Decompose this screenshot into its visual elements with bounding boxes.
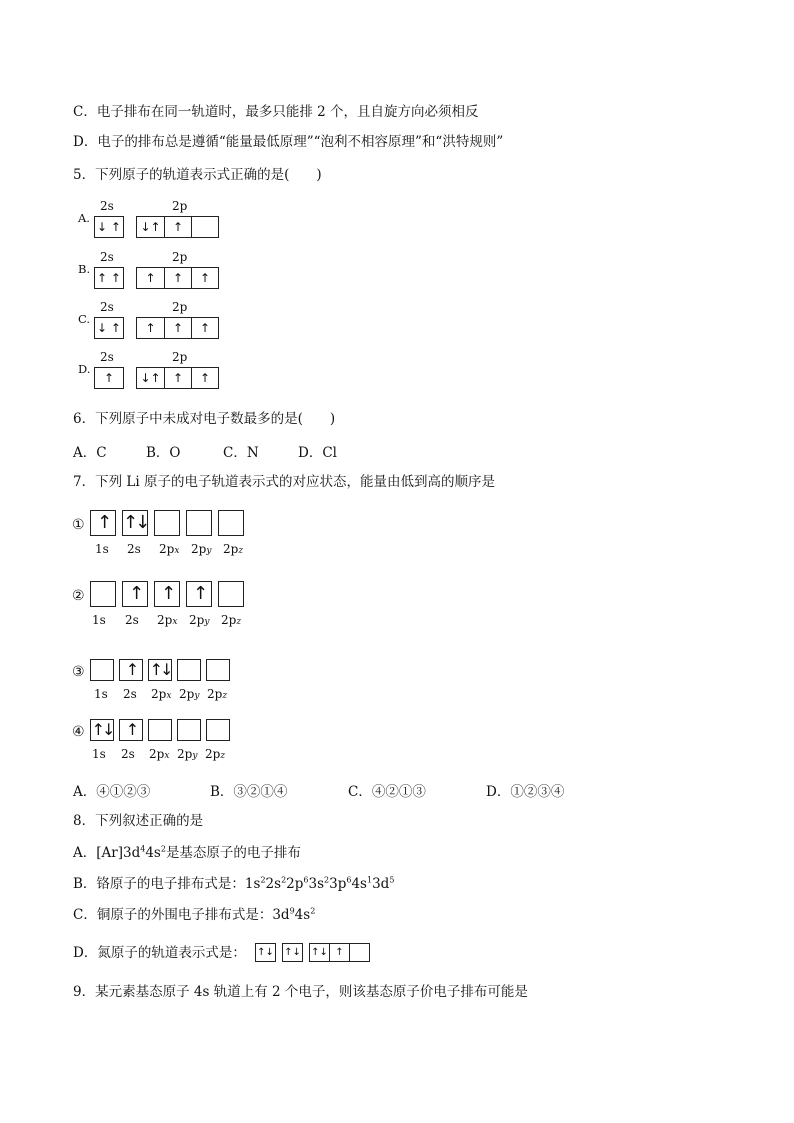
q7-orbital-label: 2py [179, 687, 200, 701]
question-5: 5．下列原子的轨道表示式正确的是( ) [73, 167, 322, 183]
q5-2s-cell: ↓ ↑ [97, 321, 121, 335]
q7-orbital-label: 2py [177, 747, 198, 761]
q5-2p-cell [191, 217, 218, 237]
q7-orbital-box [186, 510, 212, 536]
q8-b-sup: 6 [346, 875, 352, 885]
q5-2s-cell: ↓ ↑ [97, 220, 121, 234]
q7-orbital-box [206, 719, 230, 741]
q5-letter: D. [78, 362, 91, 376]
q8-b-sup: 6 [303, 875, 309, 885]
q5-2s-box [94, 216, 124, 238]
q7-orbital-box: ↑ [154, 581, 180, 607]
q6-option-d[interactable]: D．Cl [298, 445, 337, 461]
q7-orbital-box: ↑↓ [149, 660, 171, 679]
q7-orbital-box [218, 510, 244, 536]
question-8: 8．下列叙述正确的是 [73, 813, 204, 829]
q8-b-sup: 5 [389, 875, 395, 885]
q5-2p-cell: ↑ [145, 271, 156, 285]
q8-b-term: 4s [351, 876, 367, 892]
q5-2p-box [136, 317, 219, 339]
q7-option-d[interactable]: D．①②③④ [486, 784, 565, 800]
q5-2p-cell: ↓↑ [140, 220, 161, 234]
q5-option-c[interactable] [78, 300, 238, 344]
q5-2p-cell: ↑ [164, 318, 191, 338]
q5-2p-cell: ↑ [191, 318, 218, 338]
q5-label-2p: 2p [172, 300, 188, 314]
q8-c-sup1: 9 [289, 906, 295, 916]
q8-a-sup1: 4 [140, 844, 146, 854]
q8-option-d[interactable] [73, 944, 246, 962]
q8-c-mid: 4s [294, 907, 311, 923]
q5-option-a[interactable] [78, 199, 238, 243]
q8-d-box-1: ↑↓ [255, 943, 276, 962]
q7-orbital-label: 2py [191, 542, 212, 556]
q8-d-box-5 [349, 943, 370, 962]
q7-orbital-box [90, 581, 116, 607]
q6-option-b[interactable]: B．O [146, 445, 181, 461]
q7-orbital-box [90, 659, 114, 681]
q5-2p-box [136, 367, 219, 389]
q7-option-c[interactable]: C．④②①③ [348, 784, 426, 800]
q5-label-2p: 2p [172, 250, 188, 264]
q7-option-b[interactable]: B．③②①④ [210, 784, 288, 800]
q5-2p-cell: ↑ [145, 321, 156, 335]
q8-b-sup: 2 [324, 875, 330, 885]
q8-b-config [245, 876, 394, 892]
q5-label-2s: 2s [100, 300, 114, 314]
q8-option-b[interactable] [73, 875, 394, 893]
q5-2p-box [136, 267, 219, 289]
q8-a-mid: 4s [145, 845, 161, 861]
question-7: 7．下列 Li 原子的电子轨道表示式的对应状态，能量由低到高的顺序是 [73, 474, 495, 490]
q5-2p-cell: ↑ [164, 217, 191, 237]
q8-a-suffix: 是基态原子的电子排布 [165, 845, 301, 861]
q7-orbital-label: 2s [125, 613, 139, 627]
q5-2p-cell: ↑ [164, 268, 191, 288]
q7-orbital-label: 2s [121, 747, 135, 761]
q5-2p-box [136, 216, 219, 238]
q8-d-prefix: D．氮原子的轨道表示式是： [73, 945, 246, 961]
q7-orbital-box: ↑ [90, 510, 116, 536]
q5-2s-box [94, 317, 124, 339]
q5-option-d[interactable] [78, 350, 238, 394]
q7-orbital-label: 2px [149, 747, 170, 761]
q7-orbital-label: 1s [92, 613, 106, 627]
q8-b-sup: 1 [366, 875, 373, 885]
q8-b-term: 2s [265, 876, 282, 892]
q8-d-box-3: ↑↓ [309, 943, 330, 962]
q5-label-2s: 2s [100, 350, 114, 364]
q7-marker: ③ [72, 664, 85, 680]
q5-letter: C. [78, 312, 91, 326]
q7-orbital-label: 1s [94, 687, 108, 701]
q7-orbital-label: 1s [95, 542, 109, 556]
q7-orbital-label: 2px [159, 542, 180, 556]
q8-option-c[interactable] [73, 906, 315, 924]
q8-c-prefix: C．铜原子的外围电子排布式是：3d [73, 907, 290, 923]
q8-d-box-2: ↑↓ [282, 943, 303, 962]
q5-2s-cell: ↑ ↑ [97, 271, 121, 285]
q7-diagram-1 [72, 510, 272, 560]
q7-orbital-box: ↑ [119, 719, 143, 741]
q7-orbital-box: ↑↓ [91, 720, 113, 739]
q7-orbital-label: 2px [151, 687, 172, 701]
q5-2p-cell: ↑ [164, 368, 191, 388]
q8-b-sup: 2 [260, 875, 266, 885]
q8-a-prefix: A．[Ar]3d [73, 845, 141, 861]
q8-b-term: 3p [329, 876, 347, 892]
q5-letter: A. [78, 211, 90, 225]
q5-letter: B. [78, 262, 91, 276]
q5-label-2s: 2s [100, 199, 114, 213]
q8-b-term: 3d [372, 876, 390, 892]
option-d-text: D．电子的排布总是遵循“能量最低原理”“泡利不相容原理”和“洪特规则” [73, 134, 504, 150]
q7-orbital-label: 2px [157, 613, 178, 627]
q7-orbital-box [148, 719, 172, 741]
question-9: 9．某元素基态原子 4s 轨道上有 2 个电子，则该基态原子价电子排布可能是 [73, 984, 528, 1000]
q7-diagram-3 [72, 659, 272, 709]
q7-marker: ④ [72, 724, 85, 740]
q7-orbital-box [154, 510, 180, 536]
q7-option-a[interactable]: A．④①②③ [73, 784, 151, 800]
q7-orbital-label: 2pz [207, 687, 228, 701]
q5-label-2p: 2p [172, 350, 188, 364]
q6-option-c[interactable]: C．N [223, 445, 259, 461]
q8-b-term: 1s [244, 876, 261, 892]
q7-orbital-box: ↑ [122, 581, 148, 607]
q7-orbital-box [177, 719, 201, 741]
q7-orbital-box: ↑ [186, 581, 212, 607]
question-6: 6．下列原子中未成对电子数最多的是( ) [73, 411, 336, 427]
q5-2p-cell: ↑ [191, 368, 218, 388]
q7-diagram-2 [72, 581, 272, 631]
q5-label-2p: 2p [172, 199, 188, 213]
q5-label-2s: 2s [100, 250, 114, 264]
q5-option-b[interactable] [78, 250, 238, 294]
q7-diagram-4 [72, 719, 272, 769]
q7-orbital-box [177, 659, 201, 681]
q5-2p-cell: ↓↑ [140, 371, 161, 385]
q5-2s-box [94, 267, 124, 289]
q6-option-a[interactable]: A．C [73, 445, 107, 461]
q5-2s-box [94, 367, 124, 389]
q5-2p-cell: ↑ [191, 268, 218, 288]
q7-orbital-box [218, 581, 244, 607]
q8-b-sup: 2 [281, 875, 287, 885]
q8-d-box-4: ↑ [329, 943, 350, 962]
q7-orbital-label: 2py [189, 613, 210, 627]
q7-orbital-label: 2pz [221, 613, 242, 627]
q7-orbital-label: 2s [127, 542, 141, 556]
q7-orbital-box [206, 659, 230, 681]
option-c-text: C．电子排布在同一轨道时，最多只能排 2 个，且自旋方向必须相反 [73, 104, 479, 120]
q7-orbital-label: 2s [123, 687, 137, 701]
q7-orbital-box: ↑↓ [122, 510, 148, 536]
q8-option-a[interactable] [73, 844, 301, 862]
q7-orbital-label: 1s [92, 747, 106, 761]
q8-b-prefix: B．铬原子的电子排布式是： [73, 876, 245, 892]
q7-marker: ① [72, 517, 85, 533]
q8-b-term: 3s [308, 876, 325, 892]
q7-marker: ② [72, 588, 85, 604]
q8-b-term: 2p [286, 876, 304, 892]
q7-orbital-label: 2pz [205, 747, 226, 761]
q5-2s-cell: ↑ [103, 371, 115, 385]
q8-c-sup2: 2 [310, 906, 316, 916]
q7-orbital-box: ↑ [119, 659, 143, 681]
q7-orbital-label: 2pz [223, 542, 244, 556]
q8-a-sup2: 2 [160, 844, 166, 854]
